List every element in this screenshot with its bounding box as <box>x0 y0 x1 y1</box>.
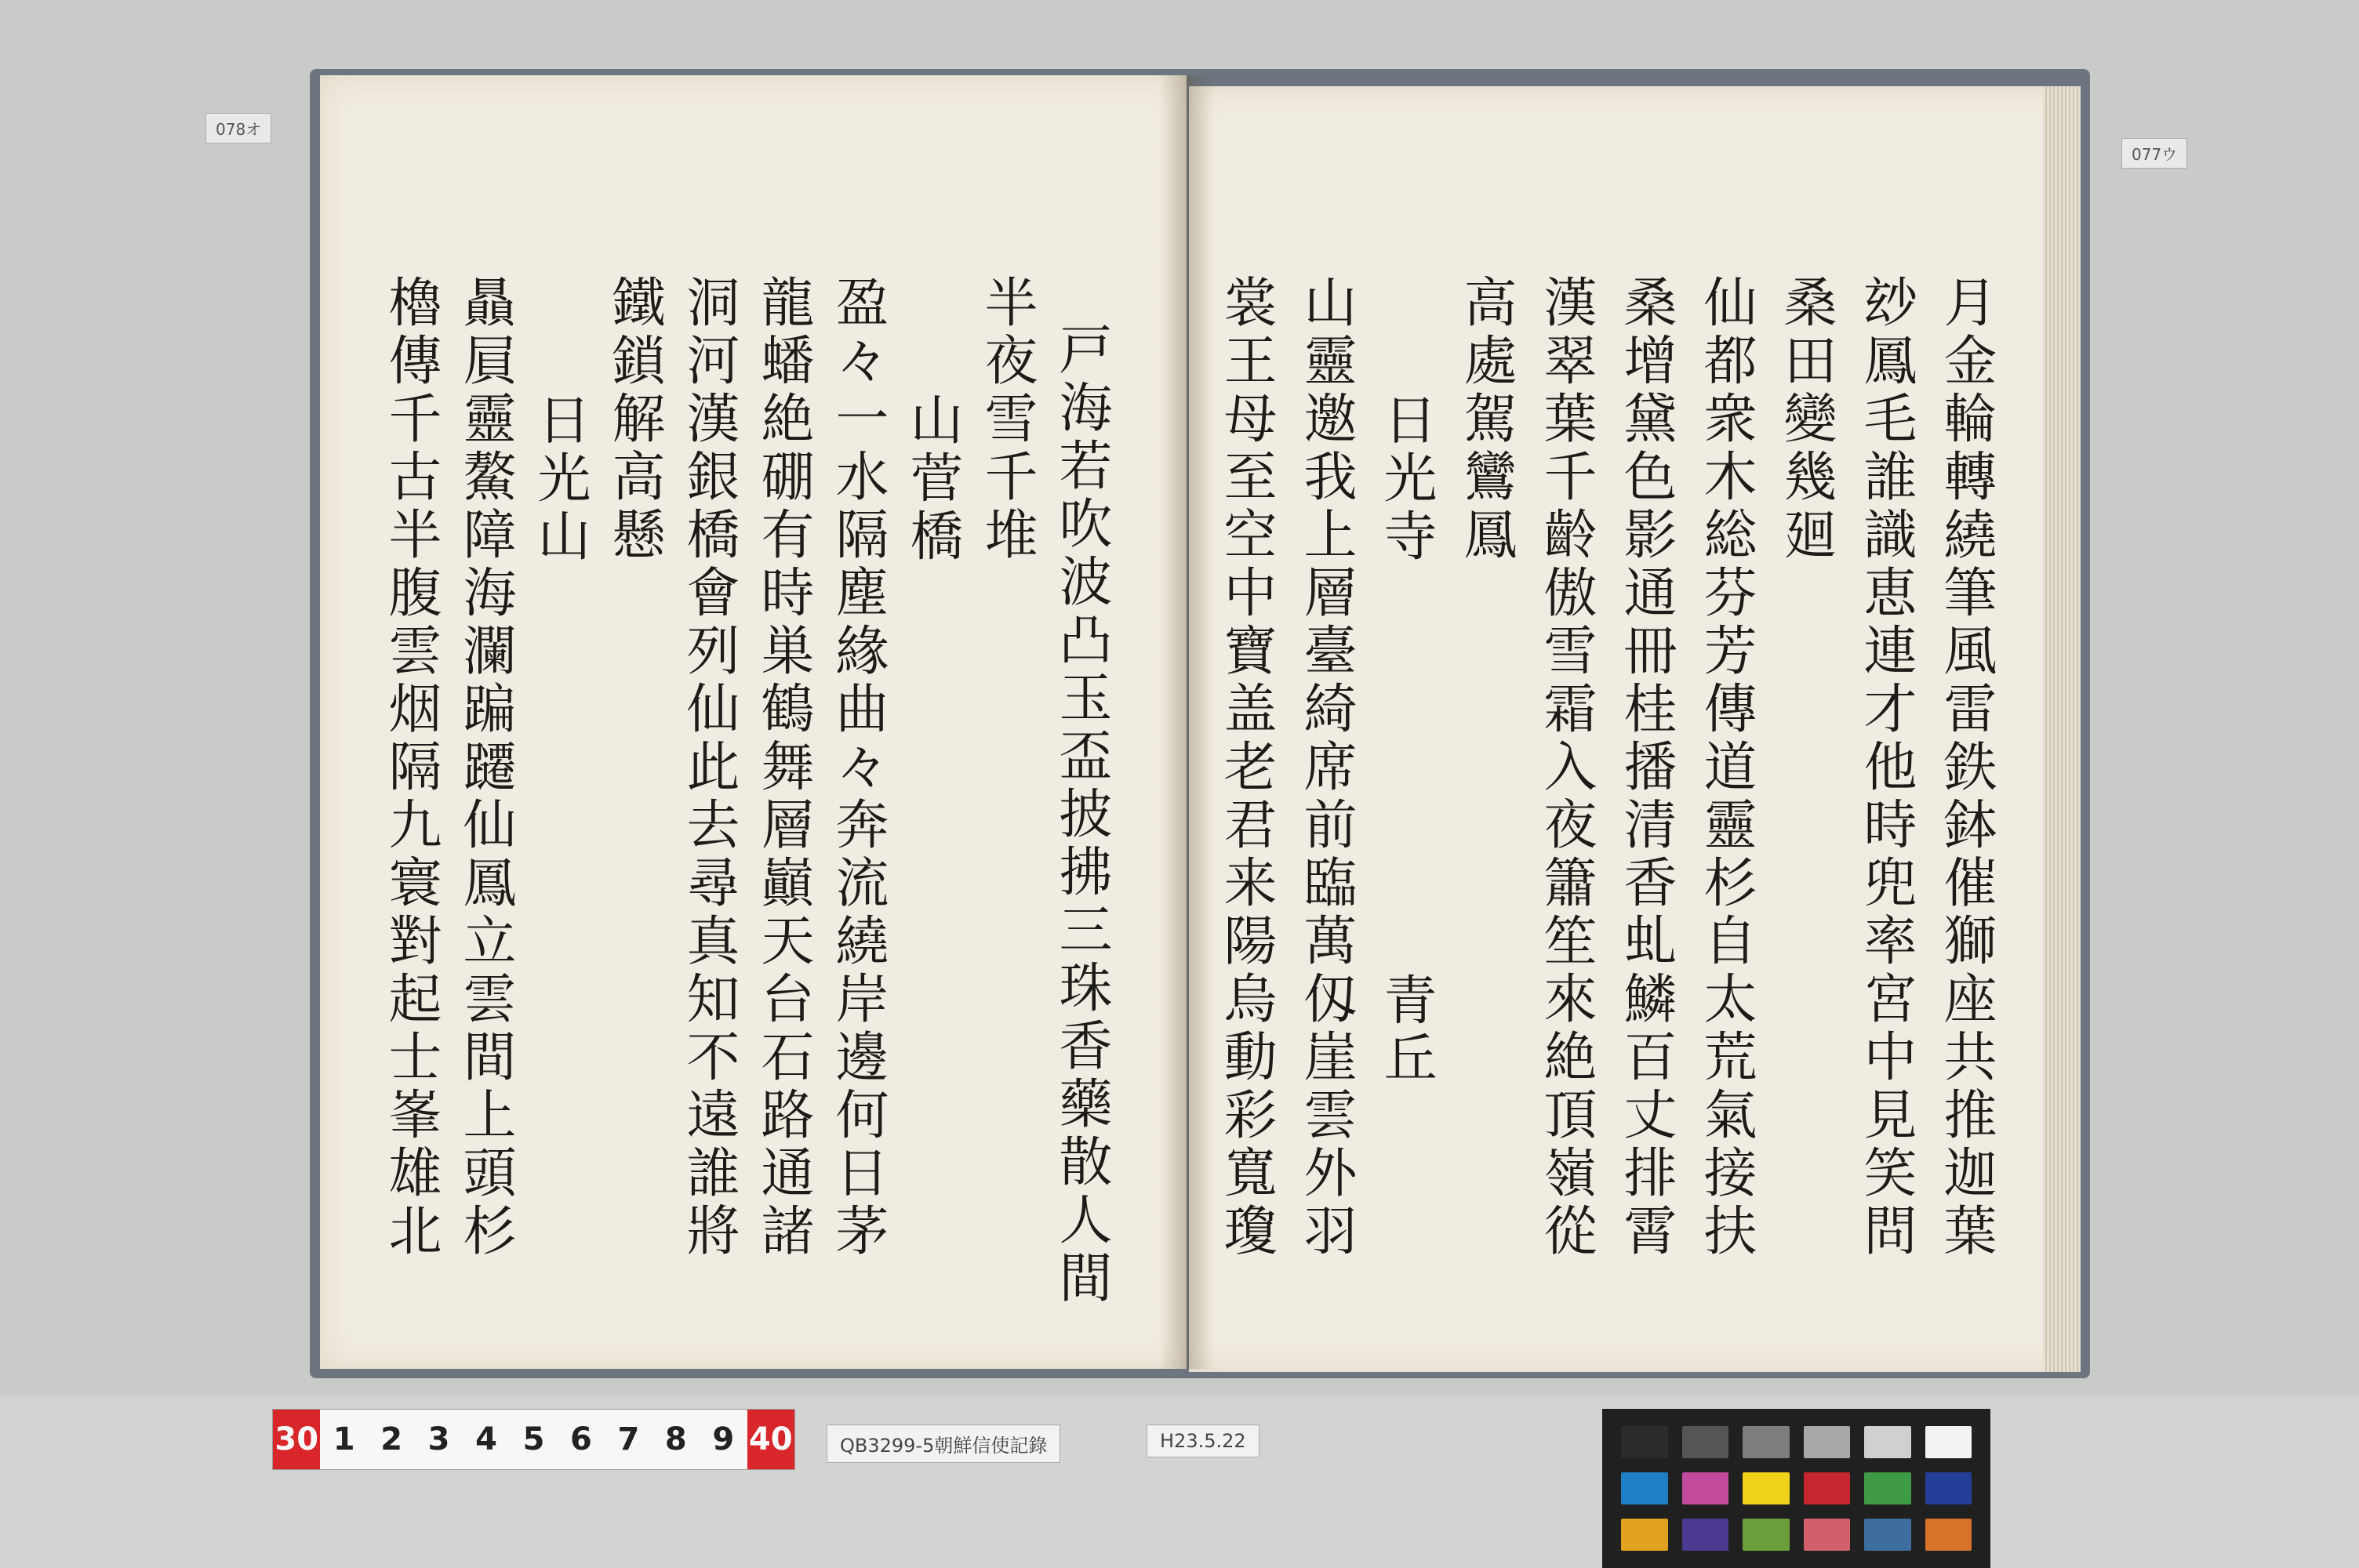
color-swatch <box>1743 1519 1790 1551</box>
date-label: H23.5.22 <box>1147 1425 1259 1457</box>
ruler-mark: 5 <box>522 1421 545 1457</box>
color-swatch <box>1925 1472 1972 1504</box>
text-column: 盈々一水隔塵緣曲々奔流繞岸邊何日茅 <box>827 274 889 1261</box>
color-swatch <box>1925 1426 1972 1458</box>
color-swatch <box>1864 1519 1911 1551</box>
color-swatch <box>1621 1472 1668 1504</box>
ruler-mark: 40 <box>747 1410 794 1469</box>
text-column: 漢翠葉千齡傲雪霜入夜簫笙來絶頂嶺從 <box>1535 274 1597 1261</box>
color-swatch <box>1864 1426 1911 1458</box>
color-checker <box>1602 1409 1990 1568</box>
text-column: 日光寺 青丘 <box>1375 392 1437 1088</box>
text-column: 半夜雪千堆 <box>976 274 1038 564</box>
color-swatch <box>1621 1519 1668 1551</box>
color-swatch <box>1804 1426 1851 1458</box>
text-column: 高處駕鸞鳳 <box>1455 274 1517 564</box>
text-column: 洞河漢銀橋會列仙此去尋真知不遠誰將 <box>678 274 740 1261</box>
color-swatch <box>1682 1519 1729 1551</box>
ruler-mark: 3 <box>427 1421 450 1457</box>
text-column: 山菅橋 <box>901 392 963 566</box>
color-swatch <box>1682 1426 1729 1458</box>
color-swatch <box>1682 1472 1729 1504</box>
text-column: 桑田變幾廻 <box>1775 274 1837 564</box>
text-column: 玅鳳毛誰識恵連才他時兜率宮中見笑問 <box>1855 274 1917 1261</box>
color-swatch <box>1743 1472 1790 1504</box>
color-swatch <box>1621 1426 1668 1458</box>
text-column: 月金輪轉繞筆風雷鉄鉢催獅座共推迦葉 <box>1935 274 1997 1261</box>
scale-ruler <box>272 1409 795 1470</box>
color-swatch <box>1743 1426 1790 1458</box>
ruler-mark: 2 <box>380 1421 403 1457</box>
text-column: 戸海若吹波凸玉盃披拂三珠香藥散人間 <box>1050 321 1112 1308</box>
ruler-mark: 6 <box>570 1421 592 1457</box>
text-column: 山靈邀我上層臺綺席前臨萬仭崖雲外羽 <box>1295 274 1357 1261</box>
text-column: 贔屓靈鰲障海瀾蹁躚仙鳳立雲間上頭杉 <box>454 274 516 1261</box>
color-swatch <box>1804 1472 1851 1504</box>
text-column: 桑增黛色影通冊桂播清香虬鱗百丈排霄 <box>1615 274 1677 1261</box>
color-swatch <box>1925 1519 1972 1551</box>
ruler-mark: 8 <box>664 1421 687 1457</box>
text-column: 日光山 <box>529 392 591 566</box>
book-gutter <box>1159 75 1214 1369</box>
folio-right: 077ウ <box>2121 138 2187 169</box>
page-edges <box>2043 86 2081 1372</box>
folio-left: 078オ <box>205 113 271 143</box>
ruler-mark: 9 <box>712 1421 735 1457</box>
color-swatch <box>1864 1472 1911 1504</box>
color-swatch <box>1804 1519 1851 1551</box>
ruler-mark: 7 <box>617 1421 640 1457</box>
catalog-label: QB3299-5朝鮮信使記錄 <box>827 1425 1060 1463</box>
text-column: 裳王母至空中寶盖老君来陽烏動彩寬瓊 <box>1215 274 1277 1261</box>
text-column: 龍蟠絶硼有時巣鶴舞層巓天台石路通諸 <box>752 274 814 1261</box>
ruler-mark: 1 <box>333 1421 355 1457</box>
text-column: 櫓傳千古半腹雲烟隔九寰對起士峯雄北 <box>380 274 442 1261</box>
text-column: 鐵鎖解高懸 <box>603 274 665 564</box>
ruler-mark: 4 <box>475 1421 497 1457</box>
text-column: 仙都衆木総芬芳傳道靈杉自太荒氣接扶 <box>1695 274 1757 1261</box>
ruler-mark: 30 <box>273 1410 320 1469</box>
